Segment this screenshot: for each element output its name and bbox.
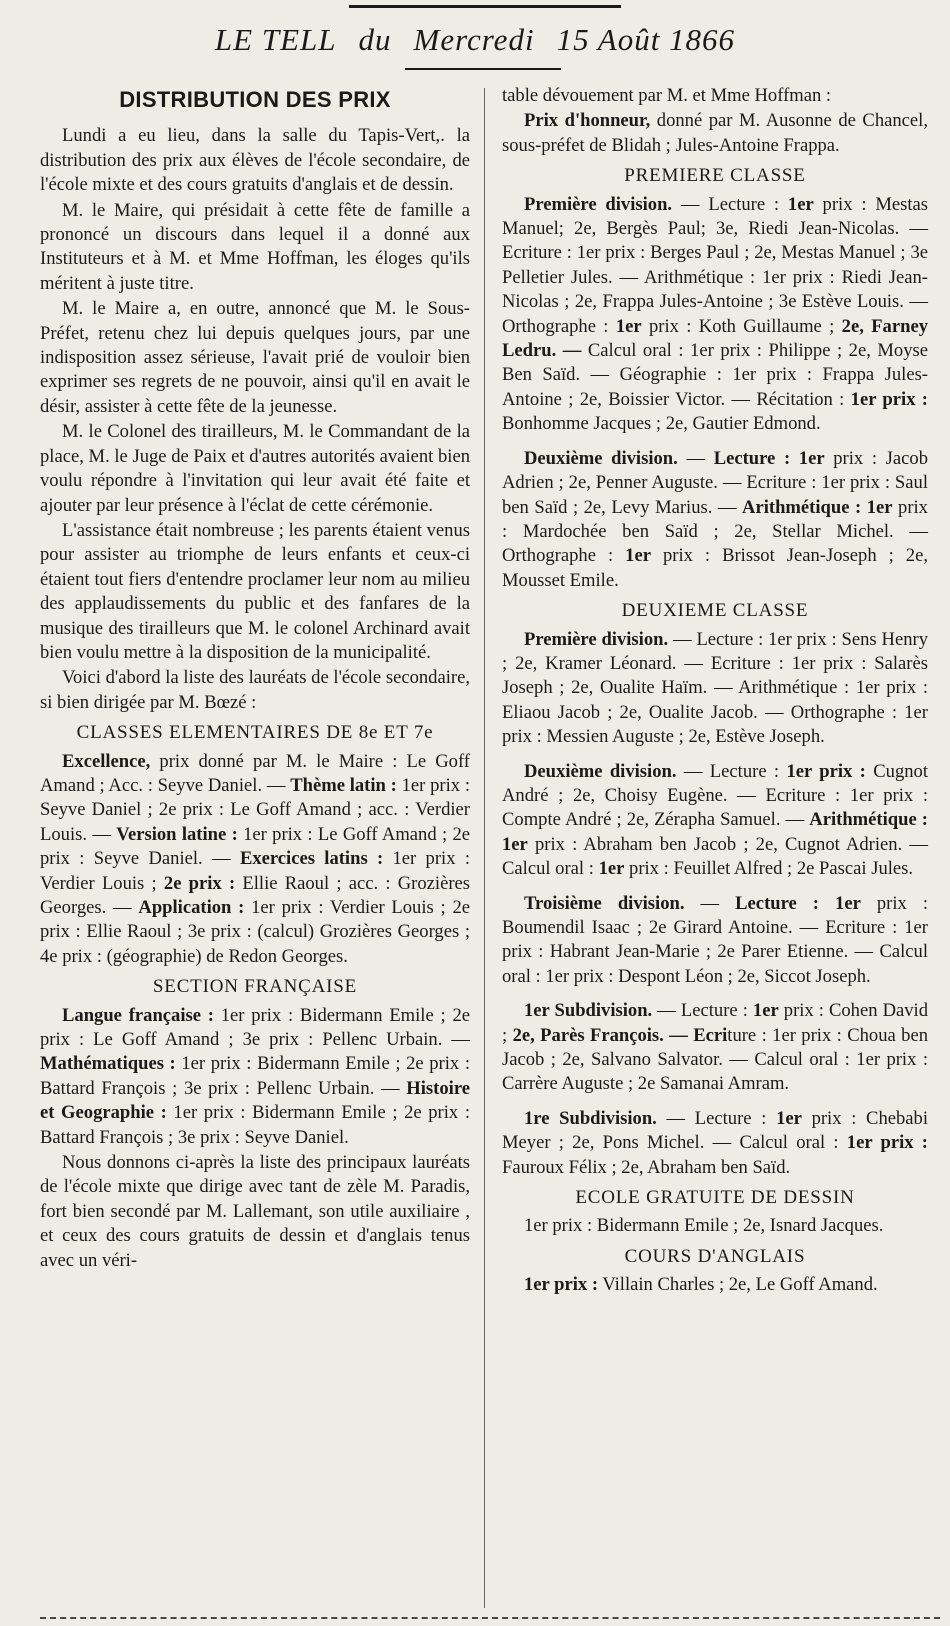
body-text: Ellie Raoul ; acc. : Grozières Georges. — [40,872,471,918]
bold-text: Première division. [524,193,673,215]
prize-list [502,760,928,882]
bold-text: Troisième division. [524,892,685,914]
body-text: prix : Boumendil Isaac ; 2e Girard Antoine. — Ecriture : 1er prix : Habrant Jean-Marie ; 2e Parer Etienne. — Calcul oral : 1er prix : Despont Léon ; 2e, Siccot Joseph. [502,892,929,987]
body-text: 1er prix : Verdier Louis ; 2e prix : Ellie Raoul ; 3e prix : (calcul) Grozières Georges ; 4e prix : (géographie) de Redon Georges. [40,897,470,967]
prize-list [40,750,470,970]
bold-text: Lecture : 1er [713,447,825,469]
body-text: prix : Feuillet Alfred ; 2e Pascai Jules. [624,858,914,880]
bold-text: Thème latin : [290,774,397,796]
body-text: — [677,447,714,469]
prize-list [502,447,928,593]
section-heading: CLASSES ELEMENTAIRES DE 8e ET 7e [76,722,434,744]
body-text: ture : 1er prix : Choua ben Jacob ; 2e, Salvano Salvator. — Calcul oral : 1er prix : Carrère Auguste ; 2e Samanai Amram. [502,1024,928,1095]
column-divider [484,88,485,1608]
body-text: 1er prix : Bidermann Emile ; 2e prix : Battard François ; 3e prix : Seyve Daniel. [40,1102,470,1148]
body-text: — Lecture : [676,760,787,782]
paragraph: M. le Colonel des tirailleurs, M. le Commandant de la place, M. le Juge de Paix et d'autres autorités avaient bien voulu répondre à l'invitation qui leur avait été faite et ajouter par leur présence à l'éclat de cette cérémonie. [40,421,470,516]
body-text: Bonhomme Jacques ; 2e, Gautier Edmond. [502,413,821,435]
body-text: — Lecture : 1er prix : Sens Henry ; 2e, Kramer Léonard. — Ecriture : 1er prix : Salarès Joseph ; 2e, Oualite Haïm. — Arithmétique : 1er prix : Eliaou Jacob ; 2e, Oualite Jacob. — Orthographe : 1er prix : Messien Auguste ; 2e, Estève Joseph. [502,628,928,748]
bold-text: Exercices latins : [239,848,384,870]
masthead [0,22,950,58]
paragraph: Voici d'abord la liste des lauréats de l'école secondaire, si bien dirigée par M. Bœzé : [40,667,470,713]
body-text: prix : Brissot Jean-Joseph ; 2e, Mousset Emile. [502,545,928,591]
paragraph: Lundi a eu lieu, dans la salle du Tapis-Vert,. la distribution des prix aux élèves de l'école secondaire, de l'école mixte et des cours gratuits d'anglais et de dessin. [40,125,470,196]
bold-text: 1er [752,1000,779,1022]
bold-text: 1er [615,315,642,337]
bold-text: 1er prix : [786,760,866,782]
body-text: Fauroux Félix ; 2e, Abraham ben Saïd. [502,1156,791,1178]
paragraph: M. le Maire a, en outre, annoncé que M. le Sous-Préfet, retenu chez lui depuis quelques jours, par une indisposition assez sérieuse, l'avait prié de vouloir bien exprimer ses regrets de ne pouvoir, ainsi qu'il en avait le désir, assister à cette fête de la jeunesse. [40,298,470,417]
body-text: prix : Jacob Adrien ; 2e, Penner Auguste. — Ecriture : 1er prix : Saul ben Saïd ; 2e, Levy Marius. — [502,447,928,518]
body-text: — Lecture : [656,1107,777,1129]
body-text: 1er prix : Bidermann Emile ; 2e prix : Battard François ; 3e prix : Pellenc Urbain. — [40,1053,470,1099]
bold-text: 1er [625,545,651,567]
masthead-day: Mercredi [413,22,535,57]
section-heading: SECTION FRANÇAISE [152,976,358,998]
bold-text: Prix d'honneur, [524,110,651,132]
bold-text: Première division. [524,628,669,650]
body-text: Cugnot André ; 2e, Choisy Eugène. — Ecriture : 1er prix : Compte André ; 2e, Zérapha Samuel. — [502,760,929,831]
right-column [502,84,928,1299]
bold-text: 1er [776,1107,802,1129]
body-text: prix : Mestas Manuel; 2e, Bergès Paul; 3e, Riedi Jean-Nicolas. — Ecriture : 1er prix : Berges Paul ; 2e, Mestas Manuel ; 3e Pelletier Jules. — Arithmétique : 1er prix : Riedi Jean-Nicolas ; 2e, Frappa Jules-Antoine ; 3e Estève Louis. — Orthographe : [502,193,928,337]
bold-text: Version latine : [116,823,238,845]
top-rule [349,5,621,8]
bold-text: 1er [787,193,814,215]
bold-text: Excellence, [62,750,151,772]
bold-text: 1er [598,858,625,880]
body-text: — Lecture : [672,193,788,215]
bold-text: 2e, Parès François. — Ecri [512,1024,728,1046]
bold-text: 1er Subdivision. [524,1000,653,1022]
prize-list [502,1107,928,1180]
masthead-du: du [358,22,392,57]
body-text: 1er prix : Bidermann Emile ; 2e prix : Le Goff Amand ; 3e prix : Pellenc Urbain. — [40,1004,470,1051]
body-text: — [684,892,736,914]
prize-list [502,628,928,750]
body-text: — Lecture : [652,1000,753,1022]
body-text: prix donné par M. le Maire : Le Goff Amand ; Acc. : Seyve Daniel. — [40,750,470,796]
bold-text: 1re Subdivision. [524,1107,657,1129]
newspaper-name: LE TELL [214,22,337,57]
bold-text: 2e, Farney Ledru. — [502,315,928,362]
body-text: prix : Abraham ben Jacob ; 2e, Cugnot Adrien. — Calcul oral : [502,833,928,880]
section-heading: DEUXIEME CLASSE [621,600,809,622]
bold-text: Langue française : [62,1004,214,1026]
bold-text: Arithmétique : 1er [742,496,893,518]
prize-list [502,193,928,437]
bold-text: Histoire et Geographie : [40,1077,470,1124]
bold-text: Deuxième division. [524,760,677,782]
body-text: prix : Koth Guillaume ; [641,315,842,337]
body-text: Calcul oral : 1er prix : Philippe ; 2e, Moyse Ben Saïd. — Géographie : 1er prix : Frappa Jules-Antoine ; 2e, Boissier Victor. — Récitation : [502,340,928,410]
bold-text: Lecture : 1er [735,892,861,914]
body-text: prix : Cohen David ; [502,1000,929,1046]
bold-text: Deuxième division. [524,447,678,469]
paragraph: M. le Maire, qui présidait à cette fête de famille a prononcé un discours dans lequel il a donné aux Instituteurs et à M. et Mme Hoffman, les éloges qu'ils méritent à juste titre. [40,199,470,294]
bottom-dashed-rule [40,1617,940,1619]
bold-text: 1er prix : [524,1274,599,1296]
body-text: Villain Charles ; 2e, Le Goff Amand. [598,1274,878,1296]
bold-text: 2e prix : [163,872,236,894]
section-heading: PREMIERE CLASSE [624,165,806,187]
paragraph: L'assistance était nombreuse ; les parents étaient venus pour assister au triomphe de leurs enfants et ceux-ci étaient tout fiers d'entendre proclamer leur nom au milieu des applaudissements du public et des fanfares de la musique des tirailleurs que M. le colonel Archinard avait bien voulu mettre à la disposition de la municipalité. [40,519,470,663]
article-title: DISTRIBUTION DES PRIX [119,87,391,112]
bold-text: Application : [138,897,245,918]
bold-text: Mathématiques : [40,1053,176,1075]
prize-list [502,892,928,990]
body-text: 1er prix : Le Goff Amand ; 2e prix : Seyve Daniel. — [40,823,470,870]
prize-list: 1er prix : Bidermann Emile ; 2e, Isnard Jacques. [524,1215,884,1237]
masthead-rule [405,68,561,70]
prize-list [502,999,928,1097]
left-column [40,84,470,1274]
body-text: 1er prix : Seyve Daniel ; 2e prix : Le Goff Amand ; acc. : Verdier Louis. — [40,774,470,845]
section-heading: ECOLE GRATUITE DE DESSIN [575,1187,855,1209]
prize-honneur [502,109,928,158]
paragraph: Nous donnons ci-après la liste des principaux lauréats de l'école mixte que dirige avec tant de zèle M. Paradis, fort bien secondé par M. Lallemant, son utile auxiliaire , et ceux des cours gratuits de dessin et d'anglais tenus avec un véri- [40,1152,470,1271]
paragraph-continued: table dévouement par M. et Mme Hoffman : [502,85,832,106]
masthead-date: 15 Août 1866 [556,22,736,57]
bold-text: Arithmétique : 1er [502,809,928,855]
section-heading: COURS D'ANGLAIS [624,1245,806,1267]
bold-text: 1er prix : [850,388,928,410]
body-text: prix : Mardochée ben Saïd ; 2e, Stellar Michel. — Orthographe : [502,496,928,567]
prize-list [40,1004,470,1150]
bold-text: 1er prix : [846,1132,929,1154]
prize-list [502,1273,928,1297]
body-text: prix : Chebabi Meyer ; 2e, Pons Michel. — Calcul oral : [502,1107,929,1154]
body-text: 1er prix : Verdier Louis ; [40,848,470,894]
body-text: donné par M. Ausonne de Chancel, sous-préfet de Blidah ; Jules-Antoine Frappa. [502,110,929,156]
